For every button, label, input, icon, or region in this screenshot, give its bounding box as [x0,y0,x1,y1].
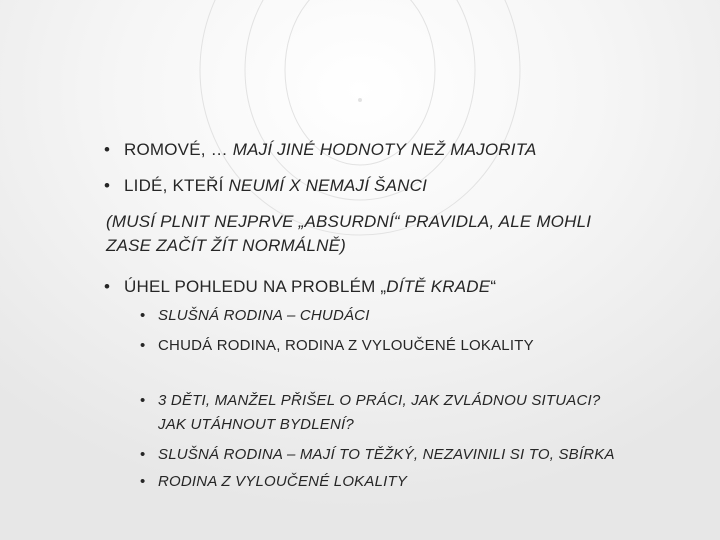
bullet-marker: • [104,277,111,296]
bullet-text: LIDÉ, KTEŘÍ [124,176,229,195]
paragraph-line: (MUSÍ PLNIT NEJPRVE „ABSURDNÍ“ PRAVIDLA, ALE MOHLI [106,212,592,231]
subbullet-text: SLUŠNÁ RODINA – MAJÍ TO TĚŽKÝ, NEZAVINILI SI TO, SBÍRKA [158,446,615,463]
bullet-marker: • [140,392,146,409]
subbullet-item [140,473,407,490]
subbullet-continuation: JAK UTÁHNOUT BYDLENÍ? [158,416,354,433]
subbullet-text: CHUDÁ RODINA, RODINA Z VYLOUČENÉ LOKALITY [158,337,534,354]
bullet-marker: • [140,337,146,354]
bullet-marker: • [104,140,111,159]
bullet-text-italic: MAJÍ JINÉ HODNOTY NEŽ MAJORITA [232,140,537,159]
paragraph-line: ZASE ZAČÍT ŽÍT NORMÁLNĚ) [106,236,346,255]
bullet-marker: • [140,307,146,324]
bullet-text: ÚHEL POHLEDU NA PROBLÉM „ [124,277,387,296]
subbullet-item [140,392,600,409]
subbullet-item [140,446,615,463]
bullet-item [104,176,427,196]
bullet-marker: • [140,473,146,490]
bullet-text-italic: NEUMÍ X NEMAJÍ ŠANCI [228,176,428,195]
subbullet-text: SLUŠNÁ RODINA – CHUDÁCI [158,307,370,324]
bullet-text-tail: “ [490,277,497,296]
bullet-text: ROMOVÉ, … [124,140,233,159]
bullet-text-italic: DÍTĚ KRADE [386,277,491,296]
bullet-marker: • [140,446,146,463]
subbullet-text: 3 DĚTI, MANŽEL PŘIŠEL O PRÁCI, JAK ZVLÁDNOU SITUACI? [158,392,601,409]
subbullet-item [140,307,370,324]
bullet-item [104,277,496,297]
subbullet-item [140,337,534,354]
bullet-marker: • [104,176,111,195]
bullet-item [104,140,537,160]
subbullet-text: RODINA Z VYLOUČENÉ LOKALITY [158,473,408,490]
